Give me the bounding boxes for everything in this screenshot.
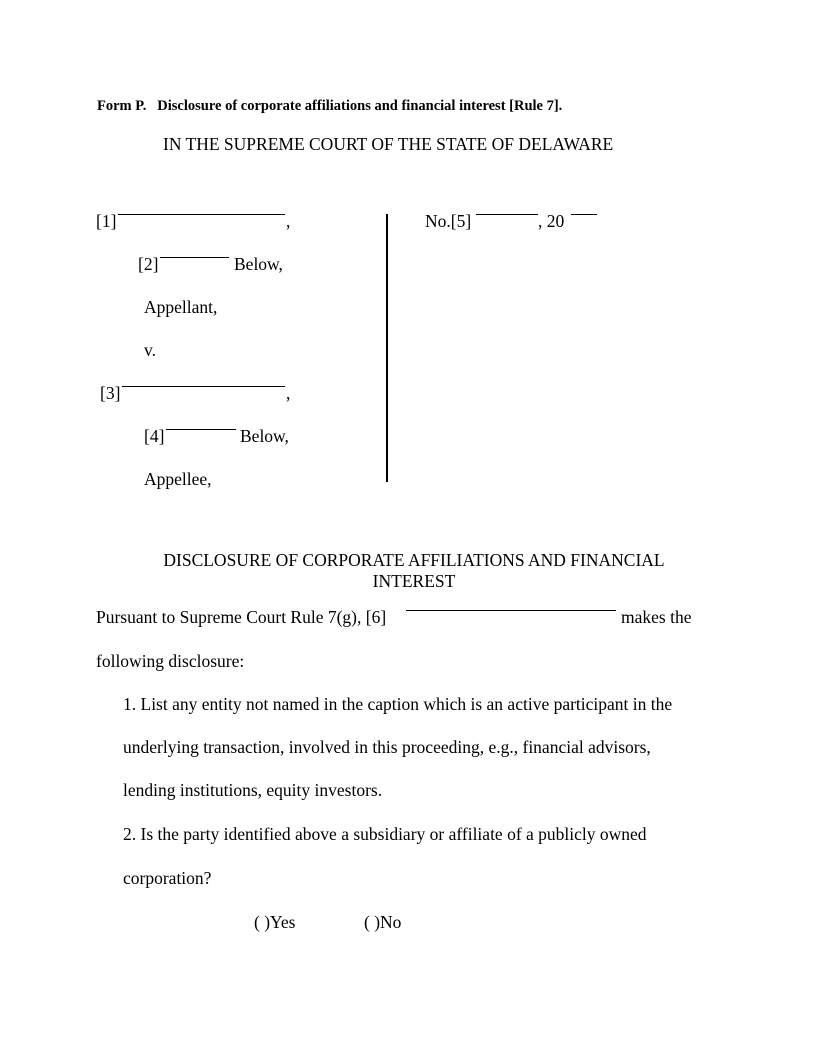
party1-name-blank[interactable] [118, 214, 285, 215]
party1-role-blank[interactable] [160, 257, 229, 258]
option-yes[interactable]: ( )Yes [254, 912, 296, 932]
party2-marker: [3] [100, 383, 121, 403]
party1-marker: [1] [96, 211, 117, 231]
case-year-prefix: , 20 [538, 211, 565, 231]
intro-prefix: Pursuant to Supreme Court Rule 7(g), [6] [96, 607, 387, 627]
item1-line2: underlying transaction, involved in this proceeding, e.g., financial advisors, [123, 737, 651, 757]
versus-label: v. [144, 340, 156, 360]
item1-line3: lending institutions, equity investors. [123, 780, 383, 800]
item2-line1: 2. Is the party identified above a subsidiary or affiliate of a publicly owned [123, 824, 647, 844]
party-name-blank[interactable] [406, 610, 616, 611]
form-header [97, 99, 562, 114]
caption-divider [386, 214, 388, 482]
intro-line2: following disclosure: [96, 651, 245, 671]
item2-line2: corporation? [123, 868, 212, 888]
item1-line1: 1. List any entity not named in the caption which is an active participant in the [123, 694, 673, 714]
party2-name-blank[interactable] [122, 386, 285, 387]
case-number-blank[interactable] [476, 214, 538, 215]
appellee-label: Appellee, [144, 469, 212, 489]
disclosure-title-line1: DISCLOSURE OF CORPORATE AFFILIATIONS AND FINANCIAL [163, 550, 665, 570]
intro-suffix: makes the [621, 607, 692, 627]
court-title: IN THE SUPREME COURT OF THE STATE OF DELAWARE [163, 134, 614, 154]
party1-role-marker: [2] [138, 254, 159, 274]
party2-role-blank[interactable] [166, 429, 236, 430]
case-number-prefix: No.[5] [425, 211, 472, 231]
form-title: Disclosure of corporate affiliations and financial interest [Rule 7]. [157, 98, 563, 114]
option-no[interactable]: ( )No [364, 912, 402, 932]
case-year-blank[interactable] [571, 214, 597, 215]
disclosure-title-line2: INTEREST [372, 571, 456, 591]
party1-suffix: , [286, 211, 291, 231]
party2-role-marker: [4] [144, 426, 165, 446]
appellant-label: Appellant, [144, 297, 218, 317]
party2-role-suffix: Below, [240, 426, 289, 446]
party2-suffix: , [286, 383, 291, 403]
form-label: Form P. [97, 98, 147, 114]
party1-role-suffix: Below, [234, 254, 283, 274]
